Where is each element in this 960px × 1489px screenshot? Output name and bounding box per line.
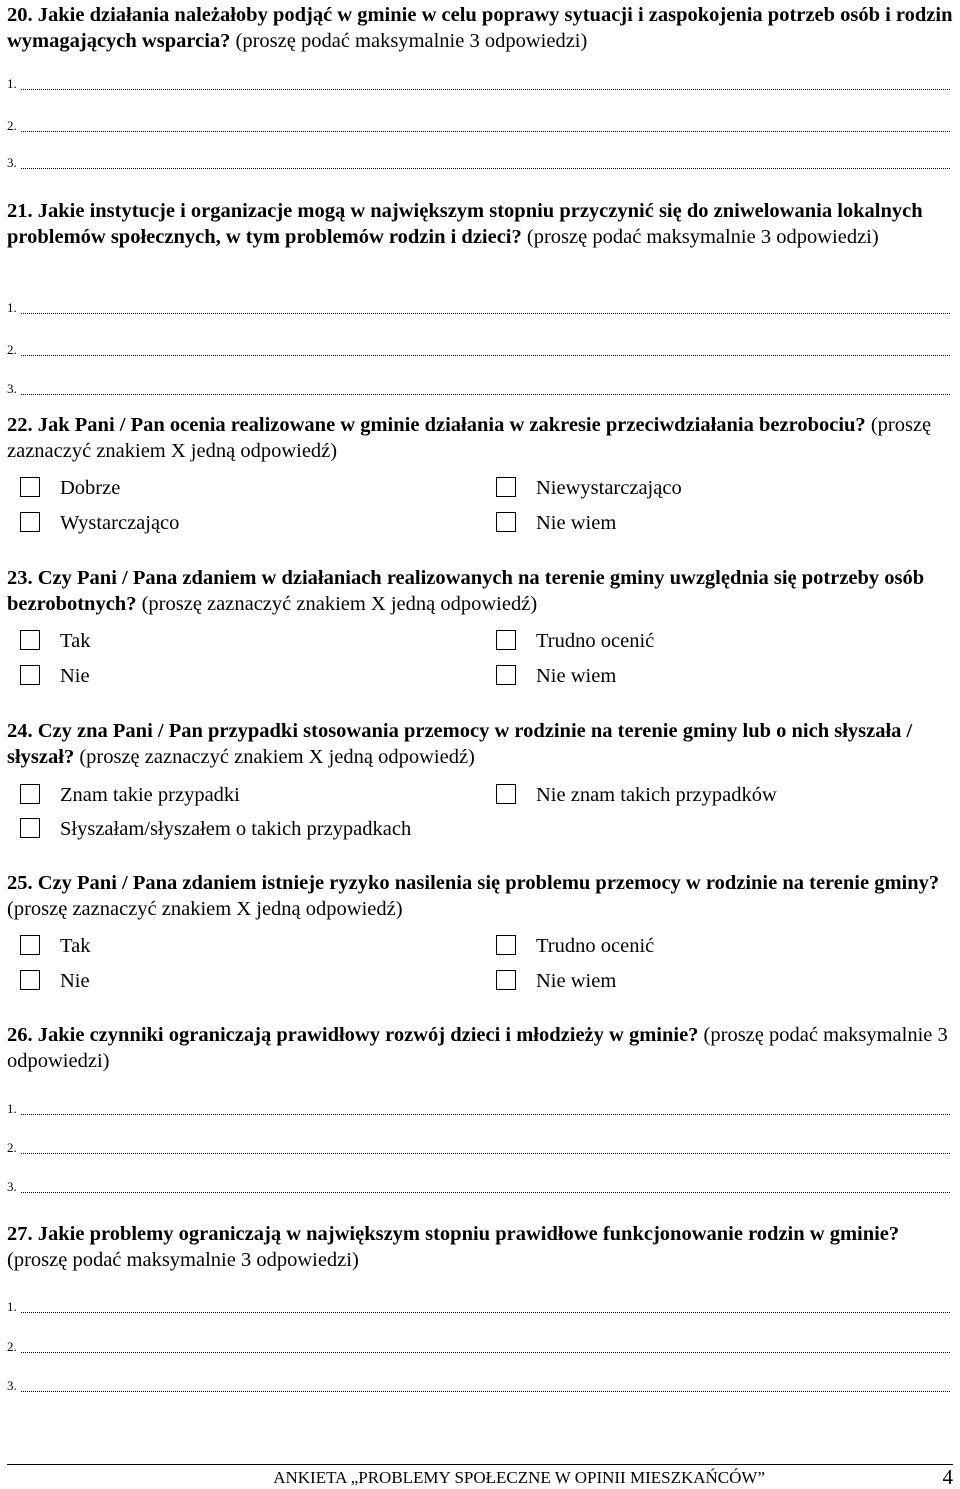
footer-rule — [7, 1464, 953, 1465]
answer-line-27-2[interactable]: 2. — [7, 1339, 953, 1355]
checkbox[interactable] — [20, 477, 40, 497]
checkbox[interactable] — [20, 784, 40, 804]
answer-line-26-2[interactable]: 2. — [7, 1140, 953, 1156]
question-21 — [7, 198, 953, 250]
question-26-instruction: (proszę podać maksymalnie 3 odpowiedzi) — [7, 1024, 948, 1072]
question-23 — [7, 565, 953, 617]
question-24 — [7, 718, 953, 770]
question-26-title: 26. Jakie czynniki ograniczają prawidłowy rozwój dzieci i młodzieży w gminie? — [7, 1024, 699, 1046]
checkbox[interactable] — [496, 784, 516, 804]
checkbox[interactable] — [496, 935, 516, 955]
page-footer — [0, 1464, 960, 1489]
question-24-title: 24. Czy zna Pani / Pan przypadki stosowania przemocy w rodzinie na terenie gminy lub o nich słyszała / słyszał? — [7, 720, 913, 768]
question-27-instruction: (proszę podać maksymalnie 3 odpowiedzi) — [7, 1249, 359, 1271]
checkbox[interactable] — [20, 970, 40, 990]
checkbox[interactable] — [20, 818, 40, 838]
question-25-instruction: (proszę zaznaczyć znakiem X jedną odpowiedź) — [7, 898, 403, 920]
checkbox[interactable] — [20, 935, 40, 955]
answer-line-20-2[interactable]: 2. — [7, 118, 953, 134]
question-25 — [7, 870, 953, 922]
question-27-title: 27. Jakie problemy ograniczają w największym stopniu prawidłowe funkcjonowanie rodzin w gminie? — [7, 1223, 900, 1245]
checkbox[interactable] — [20, 630, 40, 650]
checkbox[interactable] — [20, 512, 40, 532]
answer-line-27-3[interactable]: 3. — [7, 1378, 953, 1394]
question-23-title: 23. Czy Pani / Pana zdaniem w działaniach realizowanych na terenie gminy uwzględnia się potrzeby osób bezrobotnych? — [7, 567, 925, 615]
question-21-title: 21. Jakie instytucje i organizacje mogą w największym stopniu przyczynić się do zniwelowania lokalnych problemów społecznych, w tym problemów rodzin i dzieci? — [7, 200, 923, 248]
answer-line-20-3[interactable]: 3. — [7, 155, 953, 171]
footer-title: ANKIETA „PROBLEMY SPOŁECZNE W OPINII MIESZKAŃCÓW” — [273, 1468, 765, 1487]
checkbox[interactable] — [496, 665, 516, 685]
question-27 — [7, 1221, 953, 1273]
question-20-instruction: (proszę podać maksymalnie 3 odpowiedzi) — [235, 30, 588, 52]
checkbox[interactable] — [496, 477, 516, 497]
survey-page: 20. Jakie działania należałoby podjąć w gminie w celu poprawy sytuacji i zaspokojenia potrzeb osób i rodzin wymagających wsparcia? (proszę podać maksymalnie 3 odpowiedzi) 1. 2. 3. 21. Jakie instytucje i organizacje mogą w największym stopniu przyczynić się do zniwelowania lokalnych problemów społecznych, w tym problemów rodzin i dzieci? (proszę podać maksymalnie 3 odpowiedzi) 1. 2. 3. 22. Jak Pani / Pan ocenia realizowane w gminie działania w zakresie przeciwdziałania bezrobociu? (proszę zaznaczyć znakiem X jedną odpowiedź) Dobrze Niewystarczająco Wystarczająco Nie wiem 23. Czy Pani / Pana zdaniem w działaniach realizowanych na terenie gminy uwzględnia się potrzeby osób bezrobotnych? (proszę zaznaczyć znakiem X jedną odpowiedź) Tak Trudno ocenić Nie Nie wiem 24. Czy zna Pani / Pan przypadki stosowania przemocy w rodzinie na terenie gminy lub o nich słyszała / słyszał? (proszę zaznaczyć znakiem X jedną odpowiedź) Znam takie przypadki Nie znam takich przypadków Słyszałam/słyszałem o takich przypadkach 25. Czy Pani / Pana zdaniem istnieje ryzyko nasilenia się problemu przemocy w rodzinie na terenie gminy? (proszę zaznaczyć znakiem X jedną odpowiedź) Tak Trudno ocenić Nie Nie wiem 26. Jakie czynniki ograniczają prawidłowy rozwój dzieci i młodzieży w gminie? (proszę podać maksymalnie 3 odpowiedzi) 1. 2. 3. 27. Jakie problemy ograniczają w największym stopniu prawidłowe funkcjonowanie rodzin w gminie? (proszę podać maksymalnie 3 odpowiedzi) 1. 2. 3. ANKIETA „PROBLEMY SPOŁECZNE W OPINII MIESZKAŃCÓW” 4 — [0, 0, 960, 1489]
question-23-instruction: (proszę zaznaczyć znakiem X jedną odpowiedź) — [141, 593, 538, 615]
answer-line-21-3[interactable]: 3. — [7, 381, 953, 397]
checkbox[interactable] — [20, 665, 40, 685]
answer-line-20-1[interactable]: 1. — [7, 76, 953, 92]
answer-line-21-1[interactable]: 1. — [7, 300, 953, 316]
question-25-title: 25. Czy Pani / Pana zdaniem istnieje ryzyko nasilenia się problemu przemocy w rodzinie na terenie gminy? — [7, 872, 940, 894]
page-number: 4 — [942, 1465, 953, 1489]
question-24-instruction: (proszę zaznaczyć znakiem X jedną odpowiedź) — [79, 746, 475, 768]
answer-line-21-2[interactable]: 2. — [7, 342, 953, 358]
question-22 — [7, 412, 953, 464]
checkbox[interactable] — [496, 970, 516, 990]
question-20 — [7, 2, 953, 54]
question-21-instruction: (proszę podać maksymalnie 3 odpowiedzi) — [526, 226, 879, 248]
answer-line-27-1[interactable]: 1. — [7, 1299, 953, 1315]
answer-line-26-1[interactable]: 1. — [7, 1101, 953, 1117]
question-26 — [7, 1022, 953, 1074]
question-20-title: 20. Jakie działania należałoby podjąć w gminie w celu poprawy sytuacji i zaspokojenia potrzeb osób i rodzin wymagających wsparcia? — [7, 4, 953, 52]
question-22-instruction: (proszę zaznaczyć znakiem X jedną odpowiedź) — [7, 414, 932, 462]
answer-line-26-3[interactable]: 3. — [7, 1179, 953, 1195]
checkbox[interactable] — [496, 630, 516, 650]
checkbox[interactable] — [496, 512, 516, 532]
question-22-title: 22. Jak Pani / Pan ocenia realizowane w gminie działania w zakresie przeciwdziałania bezrobociu? — [7, 414, 866, 436]
